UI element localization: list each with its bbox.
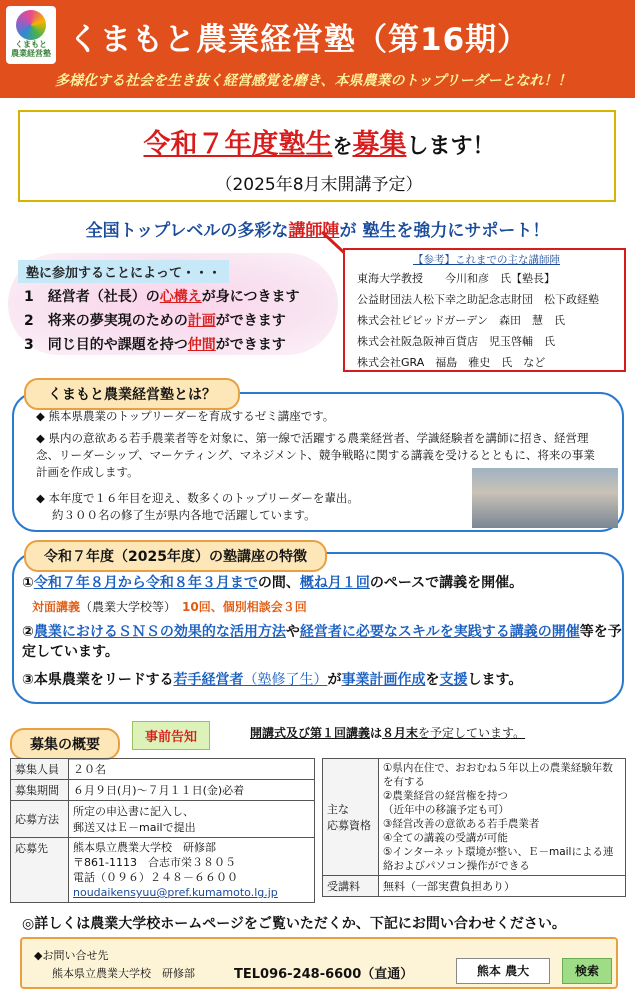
table-row	[323, 759, 626, 876]
lecturer-item: 株式会社GRA 福島 雅史 氏 など	[357, 356, 546, 369]
merit-item: 1 経営者（社長）の心構えが身につきます	[24, 289, 300, 305]
lecturer-item: 株式会社ピビッドガーデン 森田 慧 氏	[357, 314, 566, 327]
about-item: ◆ 本年度で１６年目を迎え、数多くのトップリーダーを輩出。	[36, 491, 359, 505]
about-item: 約３００名の修了生が県内各地で活躍しています。	[52, 508, 316, 522]
feature-sub: 対面講義（農業大学校等） 10回、個別相談会３回	[32, 600, 307, 614]
table-value: ①県内在住で、おおむね５年以上の農業経験年数を有する ②農業経営の経営権を持つ （近年中の移譲予定も可） ③経営改善の意欲ある若手農業者 ④全ての講義の受講が可能 ⑤インターネット環境が整い、Ｅ－mailによる連絡およびパソコン操作ができる	[379, 759, 626, 876]
merit-item: 3 同じ目的や課題を持つ仲間ができます	[24, 337, 286, 353]
recruit-date: （2025年8月末開講予定）	[215, 175, 423, 195]
lecturer-item: 公益財団法人松下幸之助記念志財団 松下政経塾	[357, 293, 599, 306]
page-title: くまもと農業経営塾（第16期）	[68, 22, 530, 58]
table-row	[11, 780, 315, 801]
features-heading: 令和７年度（2025年度）の塾講座の特徴	[24, 540, 327, 572]
merit-item: 2 将来の夢実現のための計画ができます	[24, 313, 286, 329]
table-row	[11, 838, 315, 903]
feature-item: ②農業におけるＳＮＳの効果的な活用方法や経営者に必要なスキルを実践する講義の開催等を予定しています。	[22, 624, 622, 660]
merits-heading: 塾に参加することによって・・・	[18, 260, 229, 283]
feature-item: ①令和７年８月から令和８年３月までの間、概ね月１回のペースで講義を開催。	[22, 575, 524, 591]
overview-table-right	[322, 758, 626, 897]
contact-label: ◆お問い合せ先	[34, 949, 109, 962]
contact-org: 熊本県立農業大学校 研修部	[52, 967, 195, 980]
about-item: ◆ 県内の意欲ある若手農業者等を対象に、第一線で活躍する農業経営者、学識経験者を講師に招き、経営理念、リーダーシップ、マーケティング、マネジメント、競争戦略に関する講義を受けるとともに、将来の事業計画を作成します。	[36, 431, 595, 479]
overview-table-left	[10, 758, 315, 903]
pre-notice-badge: 事前告知	[132, 721, 210, 750]
info-note: ◎詳しくは農業大学校ホームページをご覧いただくか、下記にお問い合わせください。	[22, 916, 566, 932]
about-item: ◆ 熊本県農業のトップリーダーを育成するゼミ講座です。	[36, 409, 335, 423]
table-label: 主な 応募資格	[323, 759, 379, 876]
table-value: ２０名	[69, 759, 315, 780]
table-label: 受講料	[323, 876, 379, 897]
table-label: 応募先	[11, 838, 69, 903]
table-value: 所定の申込書に記入し、 郵送又はＥ－mailで提出	[69, 801, 315, 838]
overview-heading: 募集の概要	[10, 728, 120, 760]
about-heading: くまもと農業経営塾とは？	[24, 378, 240, 410]
search-input[interactable]: 熊本 農大	[456, 958, 550, 984]
lecturers-box	[343, 248, 626, 372]
table-value: ６月９日(月)～７月１１日(金)必着	[69, 780, 315, 801]
table-row	[11, 759, 315, 780]
email-link[interactable]: noudaikensyuu@pref.kumamoto.lg.jp	[73, 886, 278, 899]
logo: くまもと 農業経営塾	[6, 6, 56, 64]
search-button[interactable]: 検索	[562, 958, 612, 984]
lecturers-title: 【参考】これまでの主な講師陣	[413, 254, 560, 266]
table-label: 募集期間	[11, 780, 69, 801]
recruit-box	[18, 110, 616, 202]
flower-logo-icon	[16, 10, 46, 40]
contact-phone: TEL096-248-6600（直通）	[234, 967, 414, 982]
contact-box	[20, 937, 618, 989]
table-label: 応募方法	[11, 801, 69, 838]
tagline: 全国トップレベルの多彩な講師陣が 塾生を強力にサポート！	[85, 221, 550, 241]
recruit-headline: 令和７年度塾生を募集します！	[143, 129, 495, 160]
page-subtitle: 多様化する社会を生き抜く経営感覚を磨き、本県農業のトップリーダーとなれ！！	[55, 73, 572, 89]
table-row	[11, 801, 315, 838]
classroom-photo	[472, 468, 618, 528]
table-value: 熊本県立農業大学校 研修部 〒861-1113 合志市栄３８０５ 電話（０９６）２４８－６６００ noudaikensyuu@pref.kumamoto.lg.jp	[69, 838, 315, 903]
table-row	[323, 876, 626, 897]
lecturer-item: 株式会社阪急阪神百貨店 児玉啓輔 氏	[357, 335, 555, 348]
opening-note: 開講式及び第１回講義は８月末を予定しています。	[250, 726, 526, 740]
table-value: 無料（一部実費負担あり）	[379, 876, 626, 897]
table-label: 募集人員	[11, 759, 69, 780]
lecturer-item: 東海大学教授 今川和彦 氏【塾長】	[357, 272, 555, 285]
feature-item: ③本県農業をリードする若手経営者（塾修了生）が事業計画作成を支援します。	[22, 672, 523, 688]
